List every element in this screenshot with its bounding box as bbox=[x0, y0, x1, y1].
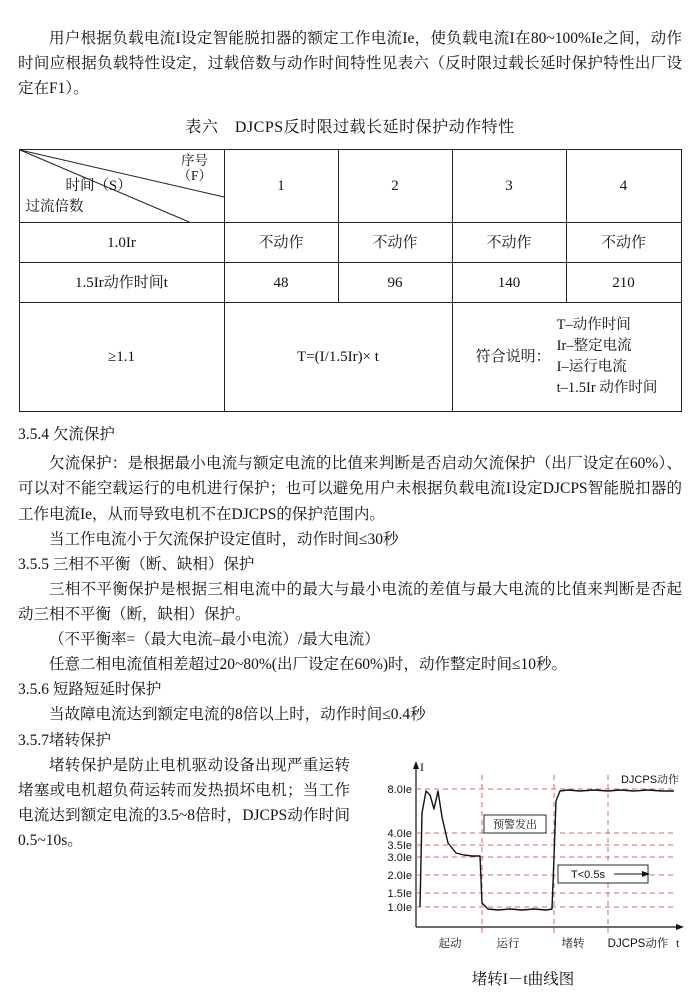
table-col-2: 2 bbox=[338, 150, 452, 223]
table-col-1: 1 bbox=[224, 150, 338, 223]
chart-svg bbox=[358, 757, 688, 957]
description-item: t–1.5Ir 动作时间 bbox=[556, 380, 658, 397]
corner-seq-label: 序号 （F） bbox=[177, 153, 213, 184]
row-cell: 不动作 bbox=[566, 223, 681, 263]
table-col-4: 4 bbox=[566, 150, 681, 223]
row-cell: 140 bbox=[452, 263, 566, 303]
blocked-rotor-chart bbox=[358, 757, 688, 988]
table-col-3: 3 bbox=[452, 150, 566, 223]
svg-text:4.0Ie: 4.0Ie bbox=[387, 827, 412, 840]
svg-text:1.5Ie: 1.5Ie bbox=[387, 887, 412, 900]
section-355-paragraph-2: （不平衡率=（最大电流–最小电流）/最大电流） bbox=[49, 631, 380, 649]
svg-text:3.5Ie: 3.5Ie bbox=[387, 839, 412, 852]
table-header-row bbox=[19, 150, 681, 223]
corner-multiple-label: 过流倍数 bbox=[25, 198, 84, 215]
table-corner-cell bbox=[19, 150, 224, 223]
section-heading-355: 3.5.5 三相不平衡（断、缺相）保护 bbox=[18, 555, 255, 573]
row-label: 1.5Ir动作时间t bbox=[19, 263, 224, 303]
description-item: T–动作时间 bbox=[556, 317, 631, 334]
corner-time-label: 时间（S） bbox=[65, 178, 132, 195]
formula-cell: T=(I/1.5Ir)× t bbox=[224, 303, 452, 412]
table-title: 表六 DJCPS反时限过载长延时保护动作特性 bbox=[185, 119, 515, 137]
row-cell: 不动作 bbox=[452, 223, 566, 263]
chart-caption: 堵转I－t曲线图 bbox=[471, 970, 575, 988]
svg-text:起动: 起动 bbox=[438, 937, 462, 950]
description-item: I–运行电流 bbox=[556, 359, 627, 376]
description-cell bbox=[452, 303, 681, 412]
svg-text:3.0Ie: 3.0Ie bbox=[387, 851, 412, 864]
section-354-paragraph-2: 当工作电流小于欠流保护设定值时，动作时间≤30秒 bbox=[49, 530, 399, 548]
svg-text:堵转: 堵转 bbox=[561, 937, 585, 950]
description-items bbox=[557, 315, 658, 399]
row-cell: 不动作 bbox=[224, 223, 338, 263]
row-label: 1.0Ir bbox=[19, 223, 224, 263]
section-heading-356: 3.5.6 短路短延时保护 bbox=[18, 681, 162, 699]
section-heading-354: 3.5.4 欠流保护 bbox=[18, 426, 115, 444]
table-row bbox=[19, 263, 681, 303]
svg-text:运行: 运行 bbox=[496, 937, 520, 950]
row-cell: 48 bbox=[224, 263, 338, 303]
section-355-paragraph-1: 三相不平衡保护是根据三相电流中的最大与最小电流的差值与最大电流的比值来判断是否起动三相不平衡（断，缺相）保护。 bbox=[18, 580, 682, 623]
svg-text:DJCPS动作: DJCPS动作 bbox=[607, 937, 669, 950]
svg-text:预警发出: 预警发出 bbox=[493, 818, 537, 831]
section-356-paragraph-1: 当故障电流达到额定电流的8倍以上时，动作时间≤0.4秒 bbox=[49, 706, 426, 724]
svg-text:2.0Ie: 2.0Ie bbox=[387, 869, 412, 882]
svg-text:I: I bbox=[420, 759, 424, 774]
table-row bbox=[19, 223, 681, 263]
section-357-block bbox=[0, 753, 700, 988]
row-cell: 210 bbox=[566, 263, 681, 303]
svg-text:1.0Ie: 1.0Ie bbox=[387, 901, 412, 914]
section-354-paragraph-1: 欠流保护：是根据最小电流与额定电流的比值来判断是否启动欠流保护（出厂设定在60%）、可以对不能空载运行的电机进行保护；也可以避免用户未根据负载电流I设定DJCPS智能脱扣器的工作电流Ie，从而导致电机不在DJCPS的保护范围内。 bbox=[18, 455, 682, 523]
row-cell: 96 bbox=[338, 263, 452, 303]
description-item: Ir–整定电流 bbox=[556, 338, 632, 355]
intro-paragraph: 用户根据负载电流I设定智能脱扣器的额定工作电流Ie，使负载电流I在80~100%Ie之间，动作时间应根据负载特性设定，过载倍数与动作时间特性见表六（反时限过载长延时保护特性出厂设定在F1）。 bbox=[18, 30, 682, 98]
section-heading-357: 3.5.7堵转保护 bbox=[18, 731, 112, 749]
section-357-paragraph-1: 堵转保护是防止电机驱动设备出现严重运转堵塞或电机超负荷运转而发热损坏电机；当工作电流达到额定电流的3.5~8倍时，DJCPS动作时间0.5~10s。 bbox=[18, 756, 350, 849]
svg-text:8.0Ie: 8.0Ie bbox=[387, 783, 412, 796]
svg-text:t: t bbox=[676, 935, 680, 950]
description-label: 符合说明： bbox=[475, 349, 551, 366]
row-cell: 不动作 bbox=[338, 223, 452, 263]
characteristics-table bbox=[19, 149, 682, 412]
table-row-formula bbox=[19, 303, 681, 412]
svg-text:DJCPS动作: DJCPS动作 bbox=[620, 773, 680, 786]
section-355-paragraph-3: 任意二相电流值相差超过20~80%(出厂设定在60%)时，动作整定时间≤10秒。 bbox=[49, 656, 568, 674]
svg-text:T<0.5s: T<0.5s bbox=[571, 868, 605, 881]
row-label: ≥1.1 bbox=[19, 303, 224, 412]
